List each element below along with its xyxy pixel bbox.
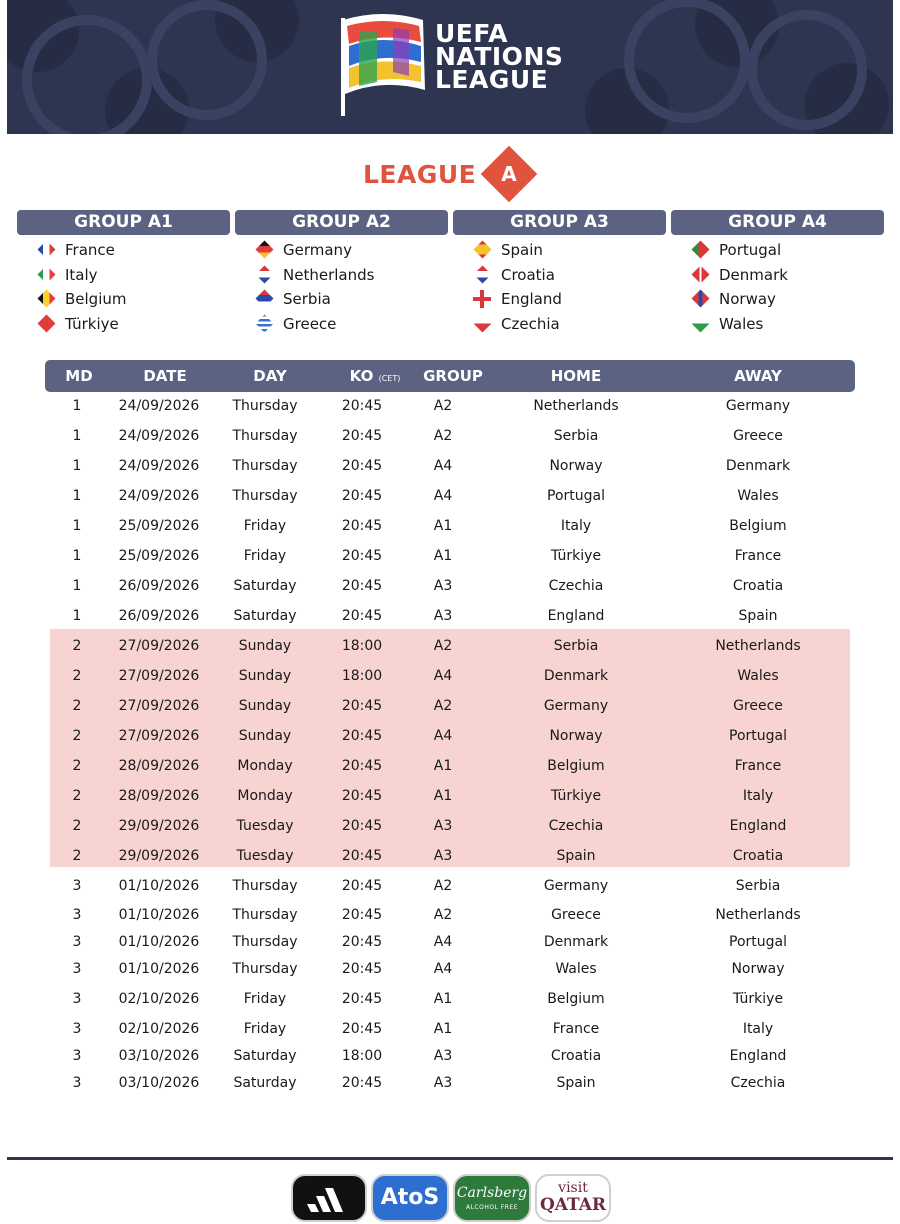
france-flag-icon: [37, 240, 55, 258]
header-group: GROUP: [423, 367, 483, 385]
cell-day: Saturday: [233, 578, 297, 594]
cell-date: 29/09/2026: [118, 848, 200, 864]
cell-group: A3: [433, 1075, 453, 1091]
table-row: [7, 574, 893, 598]
cell-md: 3: [72, 991, 82, 1007]
logo-line-2: NATIONS: [435, 42, 564, 71]
cell-day: Thursday: [232, 907, 298, 923]
cell-md: 1: [72, 518, 82, 534]
cell-md: 2: [72, 758, 82, 774]
cell-home: Serbia: [553, 638, 599, 654]
team-serbia: Serbia: [235, 287, 448, 312]
cell-home: Türkiye: [550, 788, 602, 804]
cell-group: A4: [433, 728, 453, 744]
cell-away: Spain: [738, 608, 778, 624]
cell-day: Saturday: [233, 1048, 297, 1064]
table-row: [7, 514, 893, 538]
cell-away: Netherlands: [715, 907, 801, 923]
cell-home: Germany: [543, 878, 609, 894]
cell-home: Norway: [549, 728, 603, 744]
cell-day: Saturday: [233, 1075, 297, 1091]
netherlands-flag-icon: [255, 265, 273, 283]
cell-day: Thursday: [232, 458, 298, 474]
table-row: [7, 903, 893, 927]
cell-date: 03/10/2026: [118, 1075, 200, 1091]
cell-group: A3: [433, 818, 453, 834]
team-czechia: Czechia: [453, 312, 666, 337]
table-row: [7, 957, 893, 981]
cell-away: Belgium: [729, 518, 787, 534]
cell-group: A1: [433, 788, 453, 804]
cell-ko: 20:45: [341, 728, 383, 744]
cell-group: A1: [433, 518, 453, 534]
cell-ko: 20:45: [341, 458, 383, 474]
cell-away: Wales: [737, 488, 779, 504]
cell-date: 24/09/2026: [118, 428, 200, 444]
nations-league-flag-icon: [337, 12, 429, 116]
qatar-name: QATAR: [539, 1195, 607, 1215]
cell-home: Czechia: [548, 818, 604, 834]
cell-group: A1: [433, 1021, 453, 1037]
cell-day: Tuesday: [236, 818, 294, 834]
cell-group: A2: [433, 638, 453, 654]
cell-home: Wales: [555, 961, 597, 977]
cell-md: 1: [72, 608, 82, 624]
cell-ko: 20:45: [341, 488, 383, 504]
germany-flag-icon: [255, 240, 273, 258]
cell-day: Monday: [237, 758, 293, 774]
cell-md: 1: [72, 428, 82, 444]
cell-home: Belgium: [547, 991, 605, 1007]
cell-away: Germany: [725, 398, 791, 414]
cell-md: 2: [72, 818, 82, 834]
team-spain: Spain: [453, 238, 666, 263]
table-row: [7, 1071, 893, 1095]
cell-md: 2: [72, 788, 82, 804]
group-a4: [671, 210, 884, 336]
table-row: [7, 544, 893, 568]
cell-ko: 18:00: [341, 668, 383, 684]
cell-day: Sunday: [238, 698, 292, 714]
cell-md: 3: [72, 878, 82, 894]
cell-md: 1: [72, 488, 82, 504]
table-row: [7, 604, 893, 628]
england-flag-icon: [473, 290, 491, 308]
cell-day: Saturday: [233, 608, 297, 624]
cell-home: Serbia: [553, 428, 599, 444]
footer-divider: [7, 1157, 893, 1160]
table-row: [7, 424, 893, 448]
cell-md: 3: [72, 961, 82, 977]
cell-ko: 20:45: [341, 548, 383, 564]
logo-line-1: UEFA: [435, 19, 508, 48]
table-row: [7, 844, 893, 868]
group-a3-header: GROUP A3: [453, 210, 666, 235]
team-belgium: Belgium: [17, 287, 230, 312]
adidas-logo-icon: [291, 1174, 367, 1222]
cell-md: 1: [72, 458, 82, 474]
cell-group: A3: [433, 848, 453, 864]
cell-away: Netherlands: [715, 638, 801, 654]
team-england: England: [453, 287, 666, 312]
header-ko: KO (CET): [349, 367, 401, 385]
cell-home: Denmark: [543, 934, 609, 950]
group-a4-header: GROUP A4: [671, 210, 884, 235]
cell-ko: 20:45: [341, 991, 383, 1007]
cell-group: A4: [433, 934, 453, 950]
team-turkiye: Türkiye: [17, 312, 230, 337]
page-frame: [7, 0, 893, 1219]
team-wales: Wales: [671, 312, 884, 337]
cell-group: A3: [433, 1048, 453, 1064]
logo-line-3: LEAGUE: [435, 65, 549, 94]
team-germany: Germany: [235, 238, 448, 263]
cell-ko: 20:45: [341, 758, 383, 774]
table-row: [7, 694, 893, 718]
cell-date: 03/10/2026: [118, 1048, 200, 1064]
team-norway: Norway: [671, 287, 884, 312]
cell-ko: 20:45: [341, 398, 383, 414]
cell-day: Thursday: [232, 488, 298, 504]
cell-day: Sunday: [238, 728, 292, 744]
cell-home: Belgium: [547, 758, 605, 774]
cell-date: 26/09/2026: [118, 608, 200, 624]
team-netherlands: Netherlands: [235, 263, 448, 288]
cell-away: Portugal: [729, 934, 787, 950]
cell-away: Croatia: [732, 578, 784, 594]
cell-ko: 20:45: [341, 878, 383, 894]
group-a3: [453, 210, 666, 336]
cell-date: 24/09/2026: [118, 398, 200, 414]
team-portugal: Portugal: [671, 238, 884, 263]
cell-away: France: [734, 758, 782, 774]
carlsberg-name: Carlsberg: [456, 1185, 528, 1201]
cell-md: 3: [72, 934, 82, 950]
cell-ko: 18:00: [341, 1048, 383, 1064]
table-row: [7, 814, 893, 838]
visit-qatar-logo: [535, 1174, 611, 1222]
cell-day: Thursday: [232, 428, 298, 444]
cell-md: 2: [72, 668, 82, 684]
cell-ko: 20:45: [341, 518, 383, 534]
team-italy: Italy: [17, 263, 230, 288]
cell-day: Friday: [243, 991, 287, 1007]
table-row: [7, 634, 893, 658]
cell-home: Czechia: [548, 578, 604, 594]
league-letter: A: [501, 162, 517, 186]
qatar-visit: visit: [558, 1180, 588, 1196]
cell-md: 3: [72, 907, 82, 923]
cell-date: 02/10/2026: [118, 1021, 200, 1037]
wales-flag-icon: [691, 314, 709, 332]
cell-date: 01/10/2026: [118, 961, 200, 977]
cell-home: Spain: [556, 848, 596, 864]
group-a2: [235, 210, 448, 336]
italy-flag-icon: [37, 265, 55, 283]
cell-ko: 20:45: [341, 1075, 383, 1091]
cell-away: Serbia: [735, 878, 781, 894]
cell-day: Friday: [243, 1021, 287, 1037]
cell-md: 3: [72, 1021, 82, 1037]
cell-md: 1: [72, 398, 82, 414]
cell-group: A3: [433, 608, 453, 624]
header-date: DATE: [143, 367, 187, 385]
cell-home: Greece: [551, 907, 601, 923]
league-title: [7, 150, 893, 200]
cell-date: 27/09/2026: [118, 698, 200, 714]
croatia-flag-icon: [473, 265, 491, 283]
header-banner: [7, 0, 893, 134]
cell-md: 2: [72, 638, 82, 654]
cell-date: 01/10/2026: [118, 934, 200, 950]
cell-date: 28/09/2026: [118, 788, 200, 804]
cell-ko: 20:45: [341, 608, 383, 624]
cell-group: A4: [433, 488, 453, 504]
group-a1: [17, 210, 230, 336]
table-row: [7, 454, 893, 478]
cell-day: Tuesday: [236, 848, 294, 864]
cell-group: A4: [433, 961, 453, 977]
cell-home: Portugal: [547, 488, 605, 504]
cell-ko: 20:45: [341, 428, 383, 444]
cell-home: Denmark: [543, 668, 609, 684]
cell-home: Netherlands: [533, 398, 619, 414]
cell-date: 27/09/2026: [118, 668, 200, 684]
cell-ko: 20:45: [341, 907, 383, 923]
cell-md: 1: [72, 578, 82, 594]
header-home: HOME: [550, 367, 602, 385]
carlsberg-logo: [453, 1174, 531, 1222]
carlsberg-sub: ALCOHOL FREE: [465, 1204, 519, 1211]
cell-away: France: [734, 548, 782, 564]
table-row: [7, 1017, 893, 1041]
cell-home: Norway: [549, 458, 603, 474]
turkiye-flag-icon: [37, 314, 55, 332]
header-ko-note: (CET): [378, 374, 401, 383]
table-row: [7, 484, 893, 508]
cell-md: 2: [72, 728, 82, 744]
cell-ko: 20:45: [341, 848, 383, 864]
team-croatia: Croatia: [453, 263, 666, 288]
cell-day: Thursday: [232, 961, 298, 977]
cell-date: 02/10/2026: [118, 991, 200, 1007]
cell-away: England: [729, 1048, 787, 1064]
norway-flag-icon: [691, 289, 709, 307]
cell-home: France: [552, 1021, 600, 1037]
table-row: [7, 1044, 893, 1068]
header-day: DAY: [253, 367, 287, 385]
cell-ko: 18:00: [341, 638, 383, 654]
spain-flag-icon: [473, 240, 491, 258]
group-a2-header: GROUP A2: [235, 210, 448, 235]
table-row: [7, 930, 893, 954]
cell-ko: 20:45: [341, 1021, 383, 1037]
cell-date: 26/09/2026: [118, 578, 200, 594]
cell-group: A2: [433, 698, 453, 714]
cell-away: Italy: [742, 1021, 774, 1037]
cell-ko: 20:45: [341, 788, 383, 804]
table-row: [7, 664, 893, 688]
cell-date: 29/09/2026: [118, 818, 200, 834]
cell-group: A2: [433, 878, 453, 894]
cell-ko: 20:45: [341, 818, 383, 834]
cell-day: Monday: [237, 788, 293, 804]
belgium-flag-icon: [37, 289, 55, 307]
cell-date: 27/09/2026: [118, 638, 200, 654]
team-france: France: [17, 238, 230, 263]
cell-date: 25/09/2026: [118, 518, 200, 534]
table-row: [7, 874, 893, 898]
cell-day: Thursday: [232, 934, 298, 950]
table-row: [7, 754, 893, 778]
cell-away: Italy: [742, 788, 774, 804]
cell-home: Croatia: [550, 1048, 602, 1064]
serbia-flag-icon: [255, 289, 273, 307]
cell-md: 2: [72, 848, 82, 864]
table-row: [7, 724, 893, 748]
league-word: LEAGUE: [363, 160, 477, 189]
fixtures-table-header: [45, 360, 855, 392]
cell-day: Thursday: [232, 878, 298, 894]
cell-md: 3: [72, 1048, 82, 1064]
cell-home: Spain: [556, 1075, 596, 1091]
cell-ko: 20:45: [341, 698, 383, 714]
cell-date: 01/10/2026: [118, 907, 200, 923]
cell-away: Wales: [737, 668, 779, 684]
czechia-flag-icon: [473, 314, 491, 332]
cell-home: Türkiye: [550, 548, 602, 564]
group-a1-header: GROUP A1: [17, 210, 230, 235]
portugal-flag-icon: [691, 240, 709, 258]
cell-date: 28/09/2026: [118, 758, 200, 774]
cell-date: 25/09/2026: [118, 548, 200, 564]
cell-ko: 20:45: [341, 578, 383, 594]
cell-date: 24/09/2026: [118, 458, 200, 474]
cell-day: Sunday: [238, 668, 292, 684]
cell-md: 2: [72, 698, 82, 714]
cell-away: Croatia: [732, 848, 784, 864]
cell-date: 01/10/2026: [118, 878, 200, 894]
header-md: MD: [65, 367, 93, 385]
uefa-nations-league-logo: [337, 12, 577, 122]
cell-home: England: [547, 608, 605, 624]
cell-date: 24/09/2026: [118, 488, 200, 504]
cell-md: 1: [72, 548, 82, 564]
cell-day: Friday: [243, 518, 287, 534]
cell-day: Thursday: [232, 398, 298, 414]
cell-group: A1: [433, 758, 453, 774]
cell-group: A2: [433, 398, 453, 414]
cell-away: Portugal: [729, 728, 787, 744]
cell-ko: 20:45: [341, 961, 383, 977]
cell-group: A1: [433, 991, 453, 1007]
cell-group: A2: [433, 428, 453, 444]
cell-away: Czechia: [730, 1075, 786, 1091]
cell-home: Germany: [543, 698, 609, 714]
cell-day: Sunday: [238, 638, 292, 654]
cell-away: Denmark: [725, 458, 791, 474]
table-row: [7, 987, 893, 1011]
cell-group: A2: [433, 907, 453, 923]
cell-group: A1: [433, 548, 453, 564]
logo-wordmark: [435, 19, 564, 94]
cell-group: A4: [433, 668, 453, 684]
cell-away: Türkiye: [732, 991, 784, 1007]
cell-group: A4: [433, 458, 453, 474]
greece-flag-icon: [255, 314, 273, 332]
header-away: AWAY: [734, 367, 782, 385]
cell-away: Greece: [733, 428, 783, 444]
team-denmark: Denmark: [671, 263, 884, 288]
cell-md: 3: [72, 1075, 82, 1091]
cell-group: A3: [433, 578, 453, 594]
denmark-flag-icon: [691, 265, 709, 283]
cell-home: Italy: [560, 518, 592, 534]
cell-ko: 20:45: [341, 934, 383, 950]
team-greece: Greece: [235, 312, 448, 337]
atos-logo: AtoS: [371, 1174, 449, 1222]
cell-away: England: [729, 818, 787, 834]
cell-away: Greece: [733, 698, 783, 714]
table-row: [7, 394, 893, 418]
cell-day: Friday: [243, 548, 287, 564]
cell-date: 27/09/2026: [118, 728, 200, 744]
table-row: [7, 784, 893, 808]
cell-away: Norway: [731, 961, 785, 977]
